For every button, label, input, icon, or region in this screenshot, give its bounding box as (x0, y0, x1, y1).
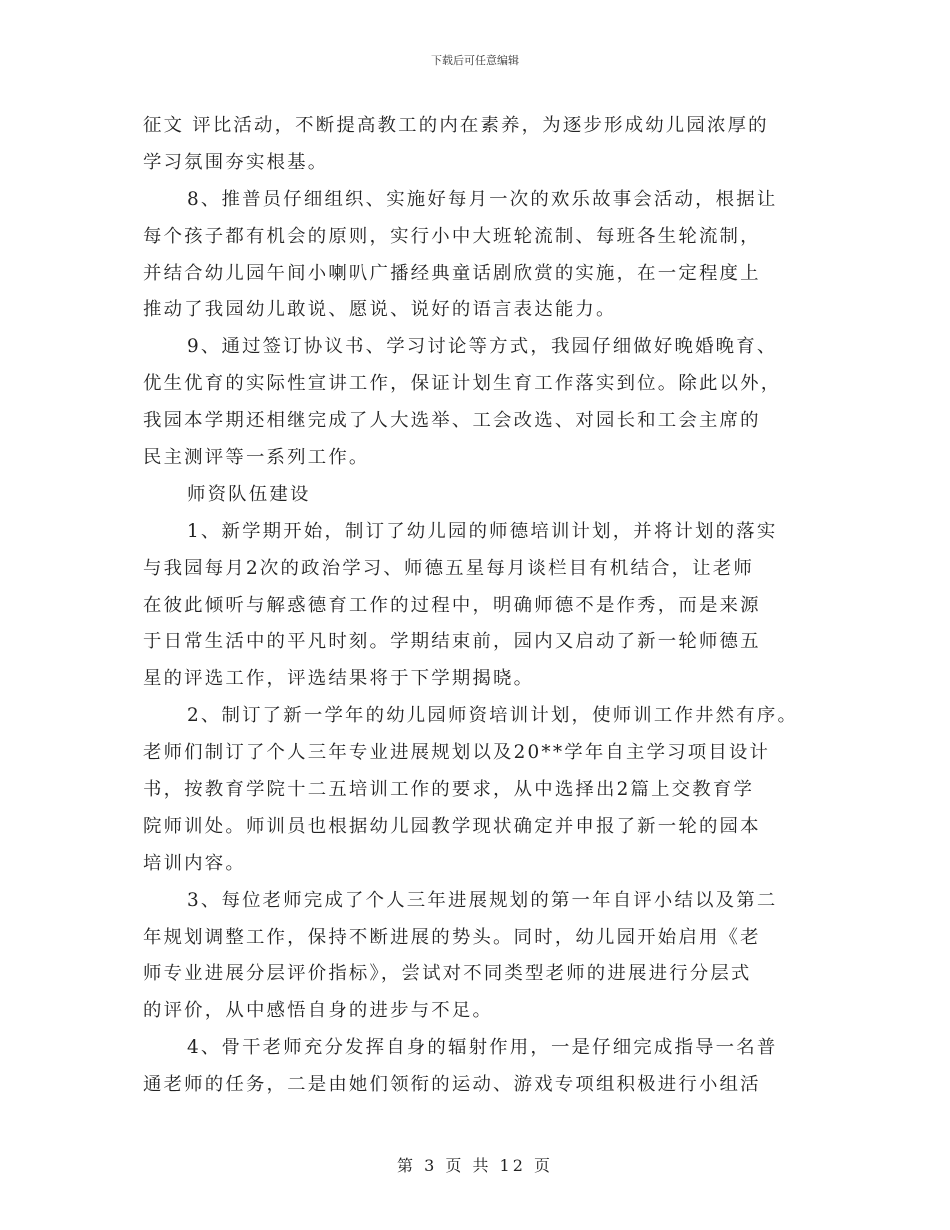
paragraph-line: 每个孩子都有机会的原则，实行小中大班轮流制、每班各生轮流制， (143, 225, 761, 247)
page-number-footer: 第 3 页 共 12 页 (397, 1156, 553, 1175)
paragraph-line: 于日常生活中的平凡时刻。学期结束前，园内又启动了新一轮师德五 (143, 631, 761, 653)
paragraph-line: 并结合幼儿园午间小喇叭广播经典童话剧欣赏的实施，在一定程度上 (143, 262, 761, 284)
paragraph-line: 老师们制订了个人三年专业进展规划以及20**学年自主学习项目设计 (143, 742, 771, 764)
document-body (143, 108, 823, 1104)
paragraph-line: 培训内容。 (143, 852, 246, 874)
paragraph-line: 在彼此倾听与解惑德育工作的过程中，明确师德不是作秀，而是来源 (143, 594, 761, 616)
paragraph-first-line: 3、每位老师完成了个人三年进展规划的第一年自评小结以及第二 (187, 889, 778, 911)
paragraph-line: 师专业进展分层评价指标》，尝试对不同类型老师的进展进行分层式 (143, 963, 752, 985)
paragraph-line: 我园本学期还相继完成了人大选举、工会改选、对园长和工会主席的 (143, 410, 761, 432)
paragraph-line: 学习氛围夯实根基。 (143, 151, 329, 173)
paragraph-line: 书，按教育学院十二五培训工作的要求，从中选择出2篇上交教育学 (143, 779, 755, 801)
paragraph-first-line: 8、推普员仔细组织、实施好每月一次的欢乐故事会活动，根据让 (187, 188, 778, 210)
paragraph-line: 的评价，从中感悟自身的进步与不足。 (143, 1000, 494, 1022)
paragraph-line: 征文 评比活动，不断提高教工的内在素养，为逐步形成幼儿园浓厚的 (143, 115, 769, 136)
paragraph-line: 通老师的任务，二是由她们领衔的运动、游戏专项组积极进行小组活 (143, 1074, 761, 1096)
paragraph-line: 推动了我园幼儿敢说、愿说、说好的语言表达能力。 (143, 299, 617, 321)
paragraph-first-line: 师资队伍建设 (187, 483, 311, 505)
paragraph-line: 星的评选工作，评选结果将于下学期揭晓。 (143, 668, 535, 690)
paragraph-line: 与我园每月2次的政治学习、师德五星每月谈栏目有机结合，让老师 (143, 557, 755, 579)
page-header-note: 下载后可任意编辑 (431, 54, 519, 67)
paragraph-first-line: 2、制订了新一学年的幼儿园师资培训计划，使师训工作井然有序。 (187, 705, 799, 727)
paragraph-first-line: 1、新学期开始，制订了幼儿园的师德培训计划，并将计划的落实 (187, 520, 778, 542)
paragraph-first-line: 9、通过签订协议书、学习讨论等方式，我园仔细做好晚婚晚育、 (187, 336, 778, 358)
paragraph-line: 优生优育的实际性宣讲工作，保证计划生育工作落实到位。除此以外， (143, 373, 782, 395)
paragraph-line: 民主测评等一系列工作。 (143, 447, 370, 469)
paragraph-line: 年规划调整工作，保持不断进展的势头。同时，幼儿园开始启用《老 (143, 926, 761, 948)
paragraph-first-line: 4、骨干老师充分发挥自身的辐射作用，一是仔细完成指导一名普 (187, 1037, 778, 1059)
paragraph-line: 院师训处。师训员也根据幼儿园教学现状确定并申报了新一轮的园本 (143, 815, 761, 837)
